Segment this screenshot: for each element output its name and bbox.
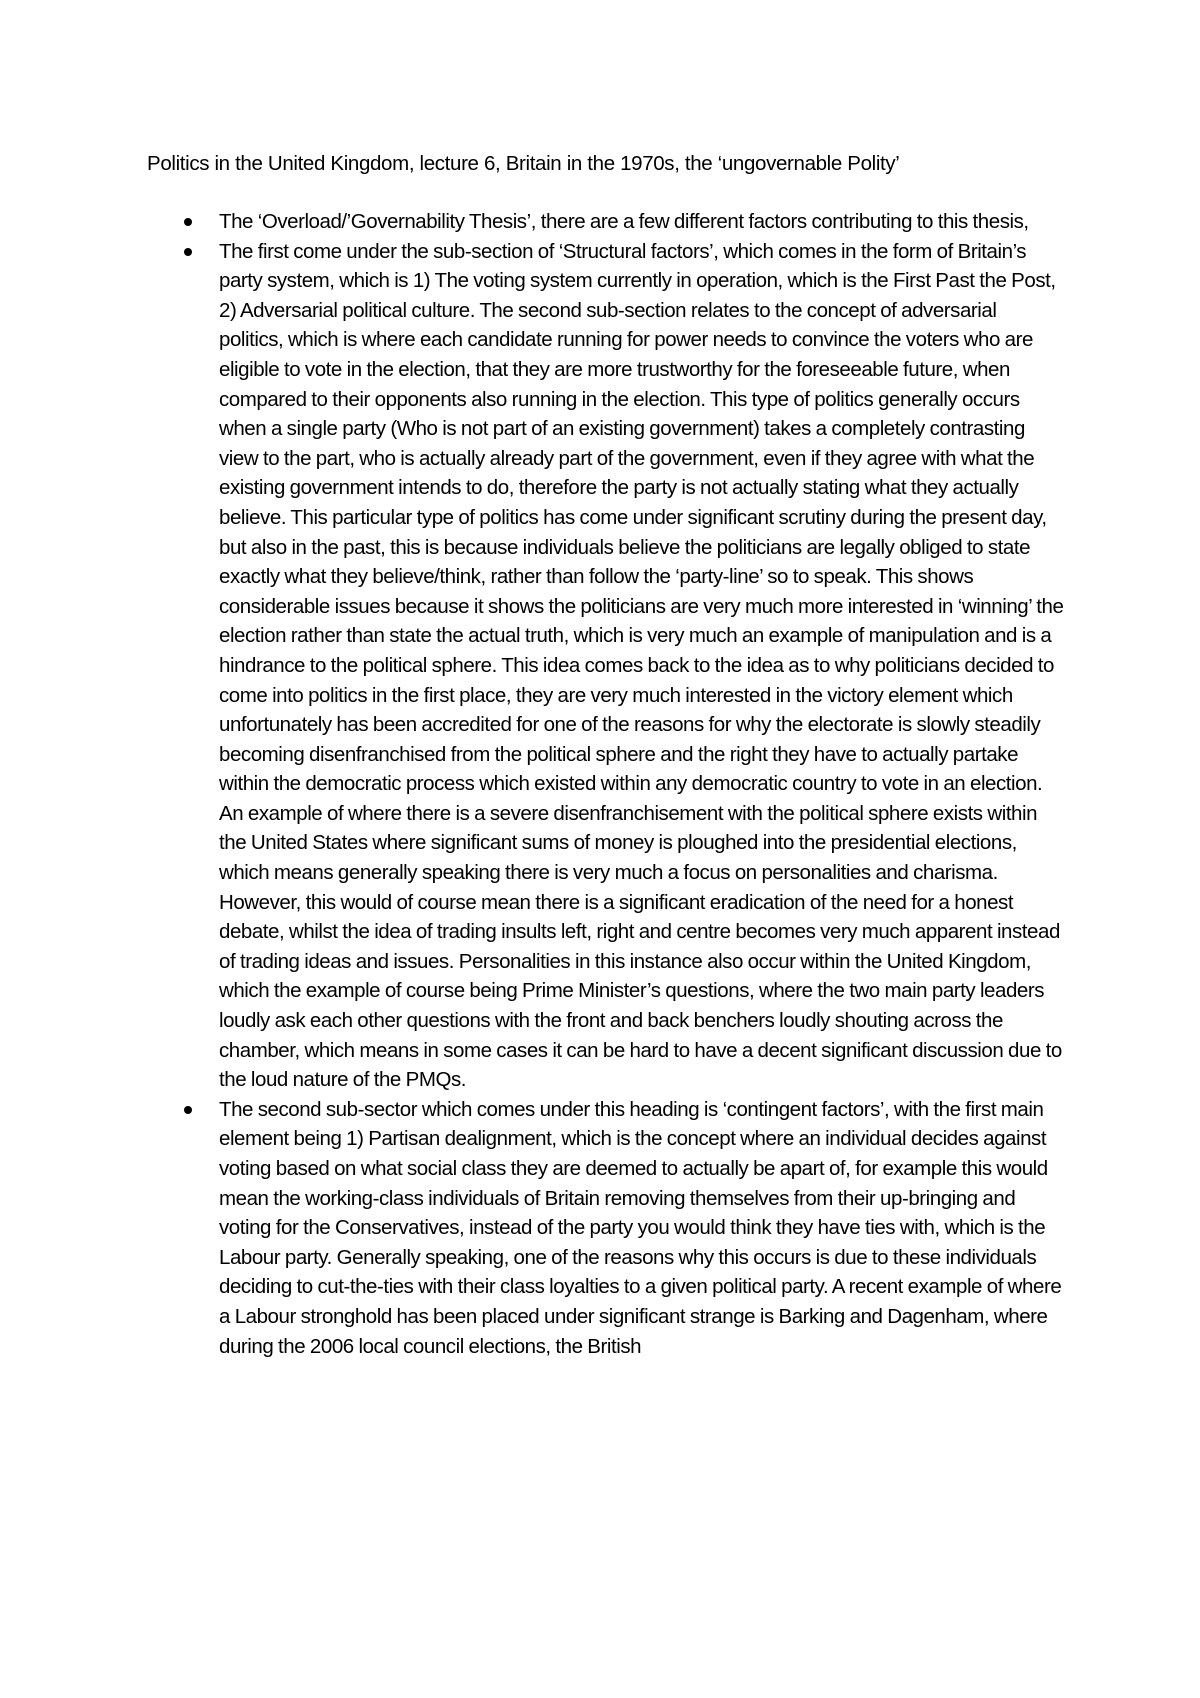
- bullet-point-icon: [184, 248, 192, 256]
- bullet-text: The second sub-sector which comes under this heading is ‘contingent factors’, with the first main element being 1) Partisan dealignment, which is the concept where an individual decides against voting based on what social class they are deemed to actually be apart of, for example this would mean the working-class individuals of Britain removing themselves from their up-bringing and voting for the Conservatives, instead of the party you would think they have ties with, which is the Labour party. Generally speaking, one of the reasons why this occurs is due to these individuals deciding to cut-the-ties with their class loyalties to a given political party. A recent example of where a Labour stronghold has been placed under significant strange is Barking and Dagenham, where during the 2006 local council elections, the British: [219, 1097, 1062, 1358]
- bullet-text: The ‘Overload/’Governability Thesis’, there are a few different factors contributing to this thesis,: [219, 210, 1029, 233]
- bullet-text: The first come under the sub-section of ‘Structural factors’, which comes in the form of Britain’s party system, which is 1) The voting system currently in operation, which is the First Past the Post, 2) Adversarial political culture. The second sub-section relates to the concept of adversarial politics, which is where each candidate running for power needs to convince the voters who are eligible to vote in the election, that they are more trustworthy for the foreseeable future, when compared to their opponents also running in the election. This type of politics generally occurs when a single party (Who is not part of an existing government) takes a completely contrasting view to the part, who is actually already part of the government, even if they agree with what the existing government intends to do, therefore the party is not actually stating what they actually believe. This particular type of politics has come under significant scrutiny during the present day, but also in the past, this is because individuals believe the politicians are legally obliged to state exactly what they believe/think, rather than follow the ‘party-line’ so to speak. This shows considerable issues because it shows the politicians are very much more interested in ‘winning’ the election rather than state the actual truth, which is very much an example of manipulation and is a hindrance to the political sphere. This idea comes back to the idea as to why politicians decided to come into politics in the first place, they are very much interested in the victory element which unfortunately has been accredited for one of the reasons for why the electorate is slowly steadily becoming disenfranchised from the political sphere and the right they have to actually partake within the democratic process which existed within any democratic country to vote in an election. An example of where there is a severe disenfranchisement with the political sphere exists within the United States where significant sums of money is ploughed into the presidential elections, which means generally speaking there is very much a focus on personalities and charisma. However, this would of course mean there is a significant eradication of the need for a honest debate, whilst the idea of trading insults left, right and centre becomes very much apparent instead of trading ideas and issues. Personalities in this instance also occur within the United Kingdom, which the example of course being Prime Minister’s questions, where the two main party leaders loudly ask each other questions with the front and back benchers loudly shouting across the chamber, which means in some cases it can be hard to have a decent significant discussion due to the loud nature of the PMQs.: [219, 239, 1064, 1092]
- bullet-item: [0, 237, 1065, 1095]
- bullet-item: [0, 207, 1065, 237]
- bullet-list: [0, 207, 1200, 1361]
- bullet-item: [0, 1095, 1065, 1361]
- bullet-point-icon: [184, 218, 192, 226]
- bullet-point-icon: [184, 1106, 192, 1114]
- document-title: Politics in the United Kingdom, lecture 6, Britain in the 1970s, the ‘ungovernable Polity’: [147, 152, 900, 175]
